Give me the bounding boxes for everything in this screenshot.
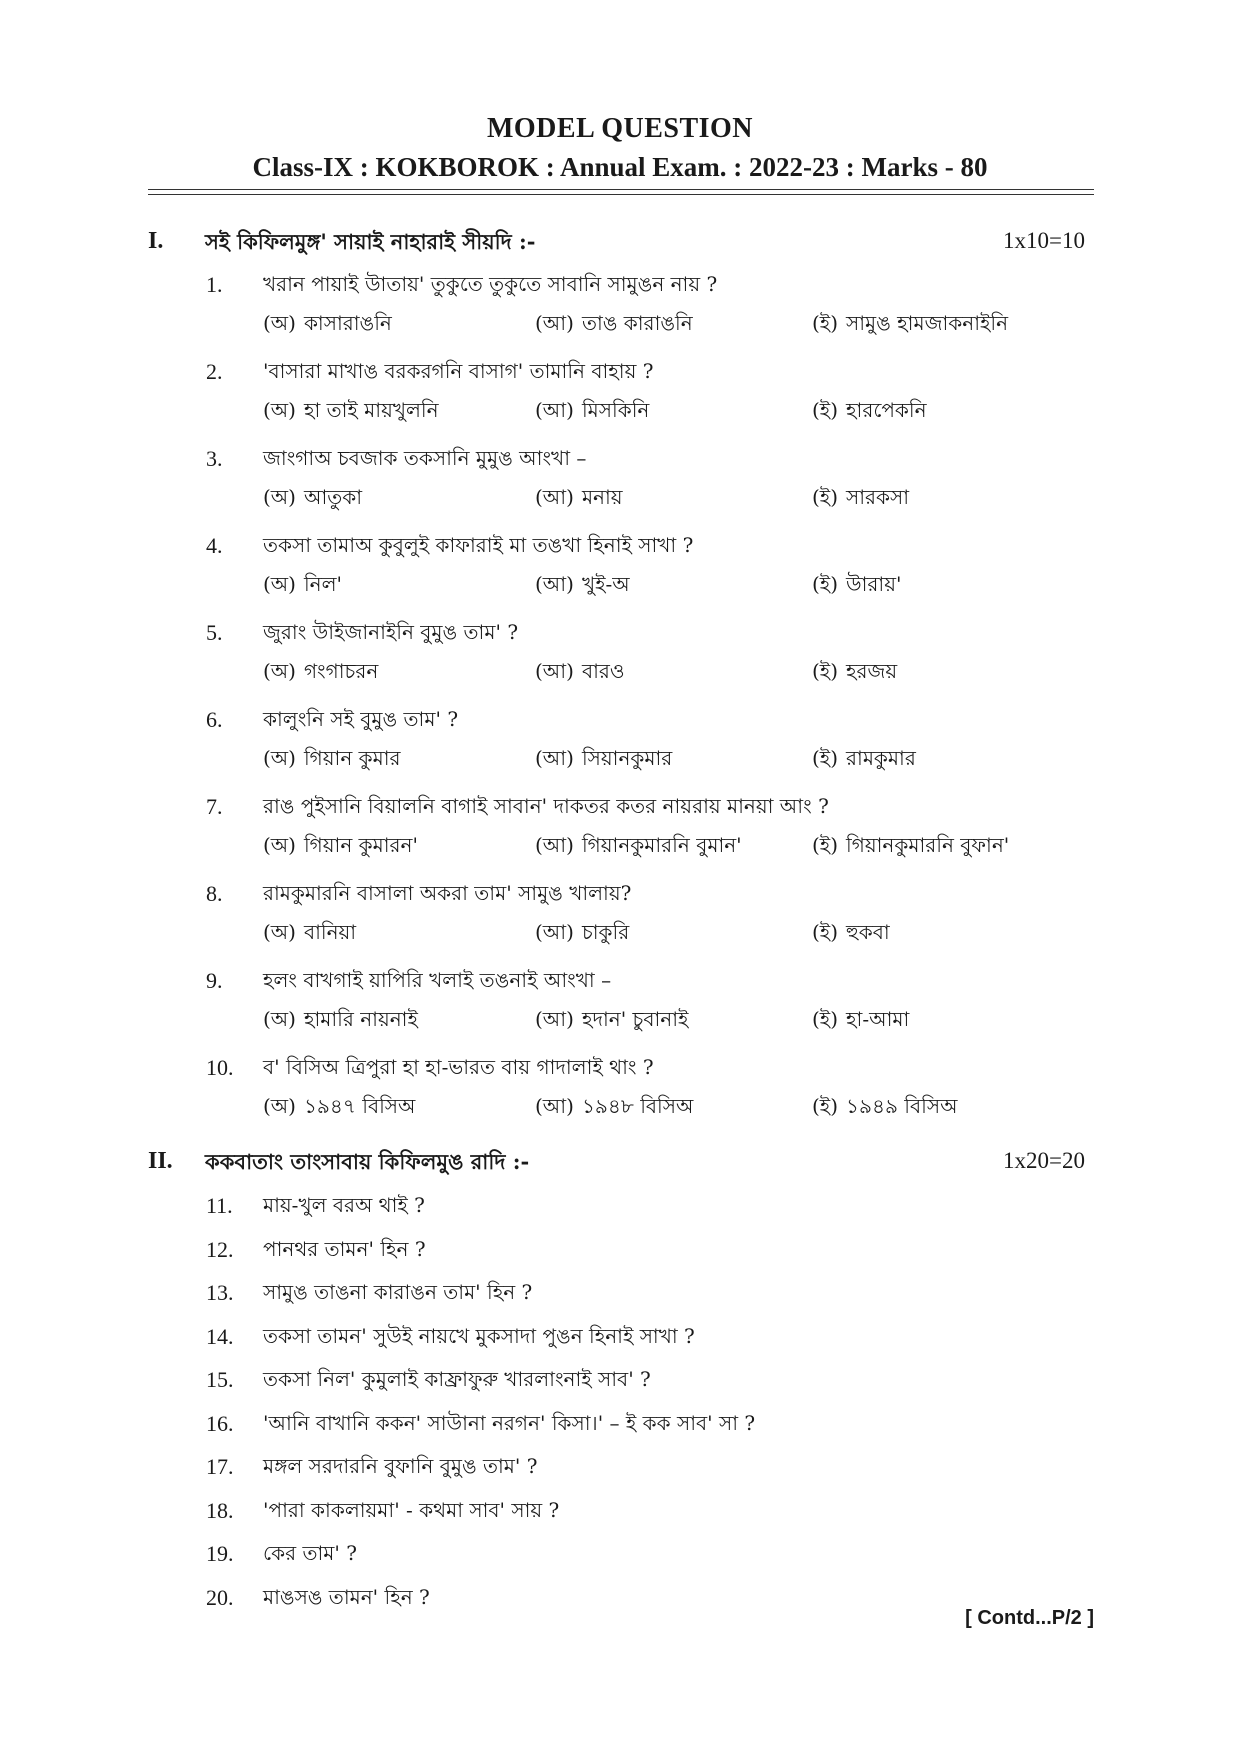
answer-option <box>812 744 916 777</box>
question-number: 4. <box>206 533 223 558</box>
question-number: 3. <box>206 446 223 471</box>
option-text: সিয়ানকুমার <box>581 746 673 770</box>
option-label: (অ) <box>263 311 296 335</box>
option-label: (অ) <box>263 398 296 422</box>
option-text: কাসারাঙনি <box>303 311 392 335</box>
option-text: হদান' চুবানাই <box>581 1007 689 1031</box>
option-label: (ই) <box>812 311 839 335</box>
option-label: (ই) <box>812 746 839 770</box>
question-number: 11. <box>206 1193 233 1218</box>
answer-option <box>263 483 362 516</box>
answer-option <box>535 309 693 342</box>
section-title: সই কিফিলমুঙ্গ' সায়াই নাহারাই সীয়দি :- <box>205 229 536 254</box>
question-number: 2. <box>206 359 223 384</box>
question-number: 17. <box>206 1454 234 1479</box>
option-text: বানিয়া <box>303 920 357 944</box>
question-text: 'আনি বাখানি ককন' সাউানা নরগন' কিসা।' – ই কক সাব' সা ? <box>263 1410 756 1435</box>
section-marks: 1x20=20 <box>1003 1148 1085 1173</box>
question-text: তকসা নিল' কুমুলাই কাফ্রাফুরু খারলাংনাই সাব' ? <box>263 1367 651 1391</box>
option-label: (আ) <box>535 485 574 509</box>
option-label: (আ) <box>535 833 574 857</box>
section-title: ককবাতাং তাংসাবায় কিফিলমুঙ রাদি :- <box>205 1149 530 1174</box>
answer-option <box>263 309 392 342</box>
option-label: (ই) <box>812 833 839 857</box>
answer-option <box>263 1092 415 1125</box>
option-text: হুকবা <box>846 920 890 944</box>
answer-option <box>263 570 342 603</box>
option-text: ১৯৪৯ বিসিঅ <box>846 1094 958 1118</box>
option-label: (অ) <box>263 920 296 944</box>
answer-option <box>812 483 909 516</box>
option-text: হারপেকনি <box>846 398 927 422</box>
option-text: তাঙ কারাঙনি <box>581 311 693 335</box>
question-text: খরান পায়াই উাতায়' তুকুতে তুকুতে সাবানি সামুঙন নায় ? <box>263 272 718 296</box>
question-text: পানথর তামন' হিন ? <box>263 1236 426 1261</box>
answer-option <box>263 831 418 864</box>
question-number: 15. <box>206 1367 234 1392</box>
answer-option <box>535 396 649 429</box>
answer-option <box>812 918 890 951</box>
question-text: জুরাং উাইজানাইনি বুমুঙ তাম' ? <box>263 620 519 644</box>
option-label: (আ) <box>535 659 574 683</box>
question-text: কালুংনি সই বুমুঙ তাম' ? <box>263 707 459 731</box>
option-text: হামারি নায়নাই <box>303 1007 418 1031</box>
option-text: সামুঙ হামজাকনাইনি <box>846 311 1009 335</box>
answer-option <box>263 744 401 777</box>
answer-option <box>812 1005 909 1038</box>
option-label: (অ) <box>263 746 296 770</box>
option-label: (ই) <box>812 398 839 422</box>
option-text: গিয়ান কুমারন' <box>303 833 418 857</box>
option-label: (ই) <box>812 1007 839 1031</box>
answer-option <box>535 1092 693 1125</box>
option-text: ১৯৪৮ বিসিঅ <box>581 1094 694 1118</box>
question-number: 6. <box>206 707 223 732</box>
answer-option <box>535 570 630 603</box>
option-text: গিয়ানকুমারনি বুফান' <box>846 833 1010 857</box>
option-label: (অ) <box>263 659 296 683</box>
option-text: ১৯৪৭ বিসিঅ <box>303 1094 416 1118</box>
option-text: গংগাচরন <box>303 659 379 683</box>
option-label: (ই) <box>812 1094 839 1118</box>
question-number: 19. <box>206 1541 234 1566</box>
option-label: (আ) <box>535 746 574 770</box>
option-label: (অ) <box>263 1094 296 1118</box>
question-text: তকসা তামন' সুউই নায়খে মুকসাদা পুঙন হিনাই সাখা ? <box>263 1323 695 1348</box>
section-marks: 1x10=10 <box>1003 228 1085 253</box>
section-number: II. <box>148 1148 173 1174</box>
question-number: 16. <box>206 1410 234 1436</box>
option-label: (আ) <box>535 572 574 596</box>
question-number: 13. <box>206 1280 234 1305</box>
answer-option <box>263 1005 418 1038</box>
option-text: বারও <box>581 659 625 683</box>
question-text: জাংগাঅ চবজাক তকসানি মুমুঙ আংখা – <box>263 446 587 470</box>
question-text: তকসা তামাঅ কুবুলুই কাফারাই মা তঙখা হিনাই সাখা ? <box>263 533 694 557</box>
option-label: (অ) <box>263 572 296 596</box>
answer-option <box>535 744 672 777</box>
answer-option <box>263 918 356 951</box>
question-text: হলং বাখগাই য়াপিরি খলাই তঙনাই আংখা – <box>263 968 612 992</box>
option-text: উারায়' <box>846 572 902 596</box>
option-text: গিয়ান কুমার <box>303 746 401 770</box>
answer-option <box>535 918 629 951</box>
question-text: মায়-খুল বরঅ থাই ? <box>263 1193 425 1217</box>
section-number: I. <box>148 228 164 254</box>
option-text: হরজয় <box>846 659 898 683</box>
question-text: সামুঙ তাঙনা কারাঙন তাম' হিন ? <box>263 1280 533 1304</box>
option-text: হা-আমা <box>846 1007 910 1031</box>
option-text: আতুকা <box>303 485 363 509</box>
option-text: গিয়ানকুমারনি বুমান' <box>581 833 742 857</box>
page-title: MODEL QUESTION <box>486 113 754 144</box>
question-number: 7. <box>206 794 223 819</box>
answer-option <box>812 831 1009 864</box>
answer-option <box>812 657 897 690</box>
option-text: মনায় <box>581 485 623 509</box>
question-number: 20. <box>206 1584 234 1610</box>
question-text: মঙ্গল সরদারনি বুফানি বুমুঙ তাম' ? <box>263 1454 538 1478</box>
answer-option <box>263 657 378 690</box>
option-label: (অ) <box>263 1007 296 1031</box>
answer-option <box>535 831 742 864</box>
option-label: (অ) <box>263 485 296 509</box>
answer-option <box>535 483 623 516</box>
answer-option <box>535 1005 688 1038</box>
answer-option <box>812 1092 957 1125</box>
option-label: (আ) <box>535 398 574 422</box>
exam-subtitle: Class-IX : KOKBOROK : Annual Exam. : 2022-23 : Marks - 80 <box>252 152 988 182</box>
question-number: 12. <box>206 1236 234 1262</box>
option-label: (আ) <box>535 1007 574 1031</box>
header-rule-bottom <box>148 194 1094 195</box>
question-text: কের তাম' ? <box>263 1541 357 1565</box>
option-text: সারকসা <box>846 485 910 509</box>
option-label: (আ) <box>535 311 574 335</box>
answer-option <box>812 309 1008 342</box>
option-text: খুই-অ <box>581 572 630 596</box>
question-number: 8. <box>206 881 223 906</box>
option-label: (ই) <box>812 659 839 683</box>
question-number: 14. <box>206 1323 234 1349</box>
option-text: হা তাই মায়খুলনি <box>303 398 439 422</box>
answer-option <box>263 396 439 429</box>
option-text: রামকুমার <box>846 746 916 770</box>
question-text: 'পারা কাকলায়মা' - কথমা সাব' সায় ? <box>263 1497 560 1522</box>
option-text: নিল' <box>303 572 342 596</box>
header-rule-top <box>148 189 1094 190</box>
answer-option <box>812 570 901 603</box>
question-text: ব' বিসিঅ ত্রিপুরা হা হা-ভারত বায় গাদালাই থাং ? <box>263 1055 654 1079</box>
question-number: 5. <box>206 620 223 645</box>
question-text: 'বাসারা মাখাঙ বরকরগনি বাসাগ' তামানি বাহায় ? <box>263 359 654 383</box>
option-label: (আ) <box>535 1094 574 1118</box>
question-number: 1. <box>206 272 223 297</box>
question-number: 9. <box>206 968 223 993</box>
option-text: মিসকিনি <box>581 398 650 422</box>
option-label: (ই) <box>812 920 839 944</box>
option-label: (ই) <box>812 485 839 509</box>
question-number: 18. <box>206 1497 234 1523</box>
question-text: মাঙসঙ তামন' হিন ? <box>263 1584 430 1609</box>
option-label: (ই) <box>812 572 839 596</box>
question-text: রামকুমারনি বাসালা অকরা তাম' সামুঙ খালায়? <box>263 881 632 905</box>
option-label: (আ) <box>535 920 574 944</box>
option-label: (অ) <box>263 833 296 857</box>
answer-option <box>812 396 927 429</box>
question-text: রাঙ পুইসানি বিয়ালনি বাগাই সাবান' দাকতর কতর নায়রায় মানয়া আং ? <box>263 794 829 818</box>
answer-option <box>535 657 625 690</box>
option-text: চাকুরি <box>581 920 630 944</box>
continued-note: [ Contd...P/2 ] <box>965 1607 1094 1629</box>
question-number: 10. <box>206 1055 234 1080</box>
